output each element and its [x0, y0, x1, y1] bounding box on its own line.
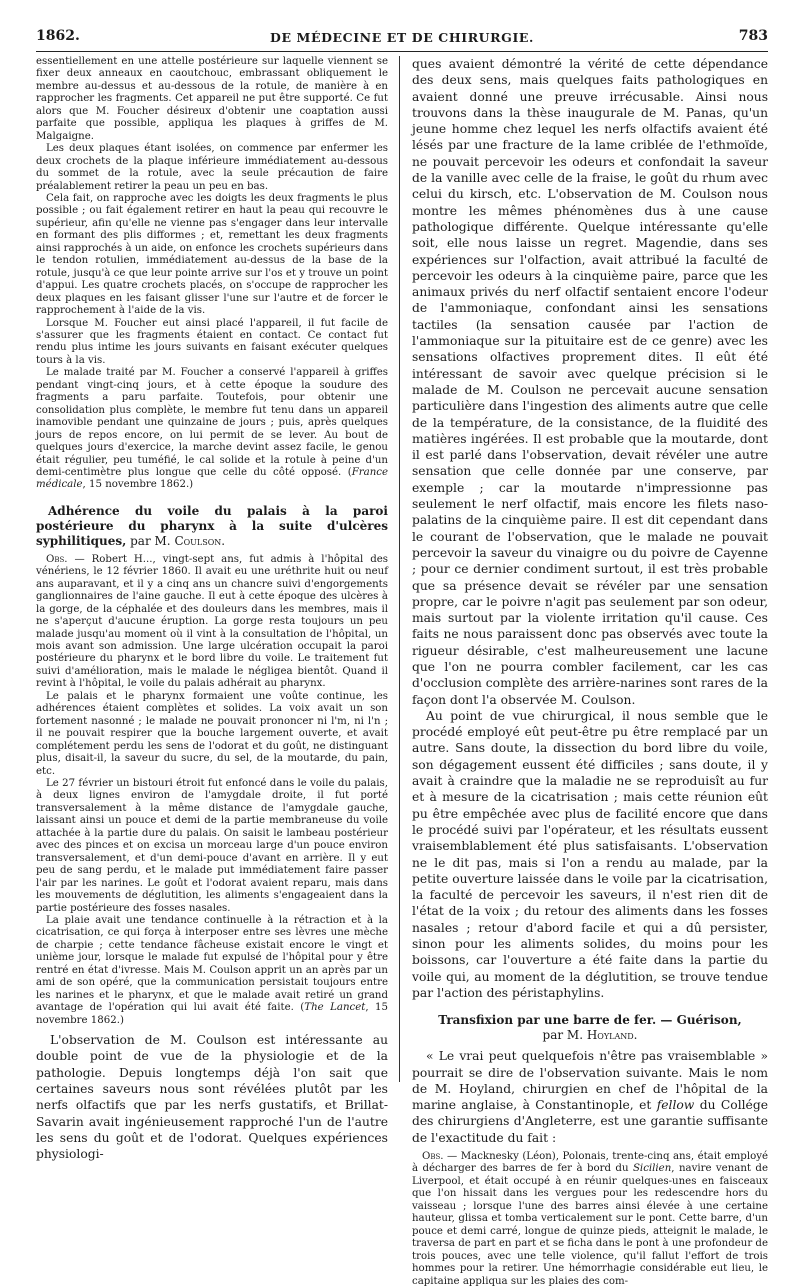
paragraph-text: Le malade traité par M. Foucher a conservé l'appareil à griffes pendant vingt-cinq jours, et à cette époque la soudure des fragments a paru parfaite. Toutefois, pour obtenir une consolidation plus complète, le membre fut tenu dans un appareil inamovible pendant une quinzaine de jours ; puis, après quelques jours de repos encore, on lui permit de se lever. Au bout de quelques jours d'exercice, la marche devint assez facile, le genou était régulier, peu tuméfié, le cal solide et la rotule à peine d'un demi-centimètre plus longue que celle du côté opposé. ( — [36, 367, 388, 478]
article-title: Adhérence du voile du palais à la paroi postérieure du pharynx à la suite d'ulcères syphilitiques, — [36, 503, 388, 548]
paragraph — [412, 1151, 768, 1288]
paragraph — [36, 554, 388, 691]
paragraph: Lorsque M. Foucher eut ainsi placé l'appareil, il fut facile de s'assurer que les fragments étaient en contact. Ce contact fut rendu plus intime les jours suivants en faisant exécuter quelques tours à la vis. — [36, 317, 388, 366]
paragraph: Le palais et le pharynx formaient une voûte continue, les adhérences étaient complètes et solides. La voix avait un son fortement nasonné ; le malade ne pouvait prononcer ni l'm, ni l'n ; il ne pouvait respirer que la bouche largement ouverte, et avait complétement perdu les sens de l'odorat et du goût, ne distinguant plus, disait-il, la saveur du sucre, du sel, de la moutarde, du pain, etc. — [36, 690, 388, 777]
paragraph-text: La plaie avait une tendance continuelle à la rétraction et à la cicatrisation, ce qui força à interposer entre ses lèvres une mèche de charpie ; cette tendance fâcheuse existait encore le vingt et unième jour, lorsque le malade fut expulsé de l'hôpital pour y être rentré en état d'ivresse. Mais M. Coulson apprit un an après par un ami de son opéré, que la communication persistait toujours entre les narines et le pharynx, et que le malade avait retiré un grand avantage de l'opération qui lui avait été faite. ( — [36, 915, 388, 1014]
column-divider — [399, 56, 400, 1082]
obs-label: Obs. — [46, 553, 68, 565]
paragraph: essentiellement en une attelle postérieure sur laquelle viennent se fixer deux anneaux en caoutchouc, embrassant obliquement le membre au-dessus et au-dessous de la rotule, de manière à en rapprocher les fragments. Cet appareil ne put être supporté. Ce fut alors que M. Foucher désireux d'obtenir une coaptation aussi parfaite que possible, appliqua les plaques à griffes de M. Malgaigne. — [36, 56, 388, 142]
header-year: 1862. — [36, 28, 80, 44]
paragraph-text: , 15 novembre 1862.) — [82, 479, 194, 491]
paragraph-text: — Robert H..., vingt-sept ans, fut admis à l'hôpital des vénériens, le 12 février 1860. Il avait eu une uréthrite huit ou neuf ans auparavant, et il y a cinq ans un chancre suivi d'engorgements ganglionnaires de l'aine gauche. Il eut à cette époque des ulcères à la gorge, de la céphalée et des douleurs dans les membres, mais il ne s'aperçut d'aucune éruption. La gorge resta toujours un peu malade jusqu'au moment où il vint à la consultation de l'hôpital, un mois avant son admission. Une large ulcération occupait la paroi postérieure du pharynx et le bord libre du voile. Le traitement fut suivi d'amélioration, mais le malade le négligea bientôt. Quand il revint à l'hôpital, le voile du palais adhérait au pharynx. — [36, 553, 388, 690]
running-header — [36, 28, 768, 50]
article-author: Coulson — [174, 533, 222, 548]
ship-name: Sicilien — [632, 1163, 672, 1175]
article-byline: par M. — [126, 533, 175, 548]
article-title: Transfixion par une barre de fer. — Guérison, — [438, 1013, 742, 1028]
italic-word: fellow — [656, 1098, 695, 1113]
header-rule — [36, 51, 768, 52]
paragraph: ques avaient démontré la vérité de cette dépendance des deux sens, mais quelques faits pathologiques en avaient donné une preuve irrécusable. Ainsi nous trouvons dans la thèse inaugurale de M. Panas, qu'un jeune homme chez lequel les nerfs olfactifs avaient été lésés par une fracture de la lame criblée de l'ethmoïde, ne pouvait percevoir les odeurs et confondait la saveur de la vanille avec celle de la fraise, le goût du rhum avec celui du kirsch, etc. L'observation de M. Coulson nous montre les mêmes phénomènes dus à une cause pathologique différente. Quelque intéressante qu'elle soit, elle nous laisse un regret. Magendie, dans ses expériences sur l'olfaction, avait attribué la faculté de percevoir les odeurs à la cinquième paire, parce que les animaux privés du nerf olfactif sentaient encore l'odeur de l'ammoniaque, confondant ainsi les sensations tactiles (la sensation causée par l'action de l'ammoniaque sur la pituitaire est de ce genre) avec les sensations olfactives proprement dites. Il eût été intéressant de savoir avec quelque précision si le malade de M. Coulson ne percevait aucune sensation particulière dans l'ingestion des aliments autre que celle de la température, de la consistance, de la fluidité des matières ingérées. Il est probable que la moutarde, dont il est parlé dans l'observation, devait révéler une autre sensation que celle donnée par une conserve, par exemple ; car la moutarde n'impressionne pas seulement le nerf olfactif, mais encore les filets naso-palatins de la cinquième paire. Il est dit cependant dans le courant de l'observation, que le malade ne pouvait percevoir la saveur du vinaigre ou du poivre de Cayenne ; pour ce dernier condiment surtout, il est très probable que sa présence devait se révéler par une sensation propre, car le poivre n'agit pas seulement par son odeur, mais surtout par la violente irritation qu'il cause. Ces faits ne nous paraissent donc pas observés avec toute la rigueur désirable, c'est malheureusement une lacune que l'on ne pourra combler facilement, car les cas d'occlusion complète des arrière-narines sont rares de la façon dont l'a observée M. Coulson. — [412, 57, 768, 707]
paragraph: Au point de vue chirurgical, il nous semble que le procédé employé eût peut-être pu être remplacé par un autre. Sans doute, la dissection du bord libre du voile, son dégagement eussent été difficiles ; sans doute, il y avait à craindre que la maladie ne se reproduisît au fur et à mesure de la cicatrisation ; mais cette réunion eût pu être empêchée avec plus de facilité encore que dans le procédé suivi par l'opérateur, et les résultats eussent vraisemblablement été plus satisfaisants. L'observation ne le dit pas, mais si l'on a rendu au malade, par la petite ouverture laissée dans le voile par la cicatrisation, la faculté de percevoir les saveurs, il n'est rien dit de l'état de la voix ; du retour des aliments dans les fosses nasales ; retour d'abord facile et qui a dû persister, sinon pour les aliments solides, du moins pour les boissons, car l'ouverture a été faite dans la partie du voile qui, au moment de la déglutition, se trouve tendue par l'action des péristaphylins. — [412, 708, 768, 1000]
article-punctuation: . — [633, 1028, 638, 1043]
paragraph — [36, 915, 388, 1027]
paragraph-text: , navire venant de Liverpool, et était occupé à en réunir quelques-unes en faisceaux que l'on hissait dans les vergues pour les redescendre hors du vaisseau ; lorsque l'une des barres ainsi élevée à une certaine hauteur, glissa et tomba verticalement sur le pont. Cette barre, d'un pouce et demi carré, longue de quinze pieds, atteignit le malade, le traversa de part en part et se ficha dans le pont à une profondeur de trois pouces, avec une telle violence, qu'il fallut l'effort de trois hommes pour la retirer. Une hémorrhagie considérable eut lieu, le capitaine appliqua sur les plaies des com- — [412, 1163, 768, 1287]
paragraph: Les deux plaques étant isolées, on commence par enfermer les deux crochets de la plaque inférieure immédiatement au-dessous du sommet de la rotule, avec la seule précaution de faire préalablement retirer la peau un peu en bas. — [36, 143, 388, 192]
article-author: Hoyland — [586, 1028, 634, 1043]
paragraph-text: « Le vrai peut quelquefois n'être pas vraisemblable » pourrait se dire de l'observation suivante. Mais le nom de M. Hoyland, chirurgien en chef de l'hôpital de la marine anglaise, à Constantinople, et — [412, 1049, 768, 1113]
page-number: 783 — [738, 28, 768, 44]
paragraph-text: — Macknesky (Léon), Polonais, trente-cinq ans, était employé à décharger des barres de fer à bord du — [412, 1151, 768, 1175]
article-heading — [412, 1013, 768, 1028]
left-column — [36, 56, 388, 1162]
obs-label: Obs. — [422, 1151, 444, 1162]
article-byline — [412, 1028, 768, 1043]
paragraph-text: du Collége des chirurgiens d'Angleterre, est une garantie suffisante de l'exactitude du fait : — [412, 1098, 768, 1145]
paragraph — [412, 1048, 768, 1146]
paragraph: L'observation de M. Coulson est intéressante au double point de vue de la physiologie et de la pathologie. Depuis longtemps déjà l'on sait que certaines saveurs nous sont révélées plutôt par les nerfs olfactifs que par les nerfs gustatifs, et Brillat-Savarin avait ingénieusement rapproché l'un de l'autre les sens du goût et de l'odorat. Quelques expériences physiologi- — [36, 1033, 388, 1162]
article-heading — [36, 504, 388, 549]
header-title: DE MÉDECINE ET DE CHIRURGIE. — [270, 30, 534, 45]
paragraph: Le 27 février un bistouri étroit fut enfoncé dans le voile du palais, à deux lignes environ de l'amygdale droite, il fut porté transversalement à la même distance de l'amygdale gauche, laissant ainsi un pouce et demi de la partie membraneuse du voile attachée à la partie dure du palais. On saisit le lambeau postérieur avec des pinces et on excisa un morceau large d'un pouce environ transversalement, et d'un demi-pouce d'avant en arrière. Il y eut peu de sang perdu, et le malade put immédiatement faire passer l'air par les narines. Le goût et l'odorat avaient reparu, mais dans les mouvements de déglutition, les aliments s'engageaient dans la partie postérieure des fosses nasales. — [36, 778, 388, 914]
byline-text: par M. — [542, 1028, 587, 1043]
source-citation: France médicale — [36, 466, 388, 491]
source-citation: The Lancet — [304, 1002, 366, 1014]
paragraph: Cela fait, on rapproche avec les doigts les deux fragments le plus possible ; ou fait également retirer en haut la peau qui recouvre le supérieur, afin qu'elle ne vienne pas s'engager dans leur intervalle en formant des plis difformes ; et, remettant les deux fragments ainsi rapprochés à un aide, on enfonce les crochets supérieurs dans le tendon rotulien, immédiatement au-dessus de la base de la rotule, jusqu'à ce que leur pointe arrive sur l'os et y trouve un point d'appui. Les quatre crochets placés, on s'occupe de rapprocher les deux plaques en les faisant glisser l'une sur l'autre et de forcer le rapprochement à l'aide de la vis. — [36, 192, 388, 317]
right-column — [412, 56, 768, 1287]
article-punctuation: . — [221, 533, 226, 548]
paragraph — [36, 367, 388, 492]
paragraph-text: , 15 novembre 1862.) — [36, 1002, 388, 1026]
